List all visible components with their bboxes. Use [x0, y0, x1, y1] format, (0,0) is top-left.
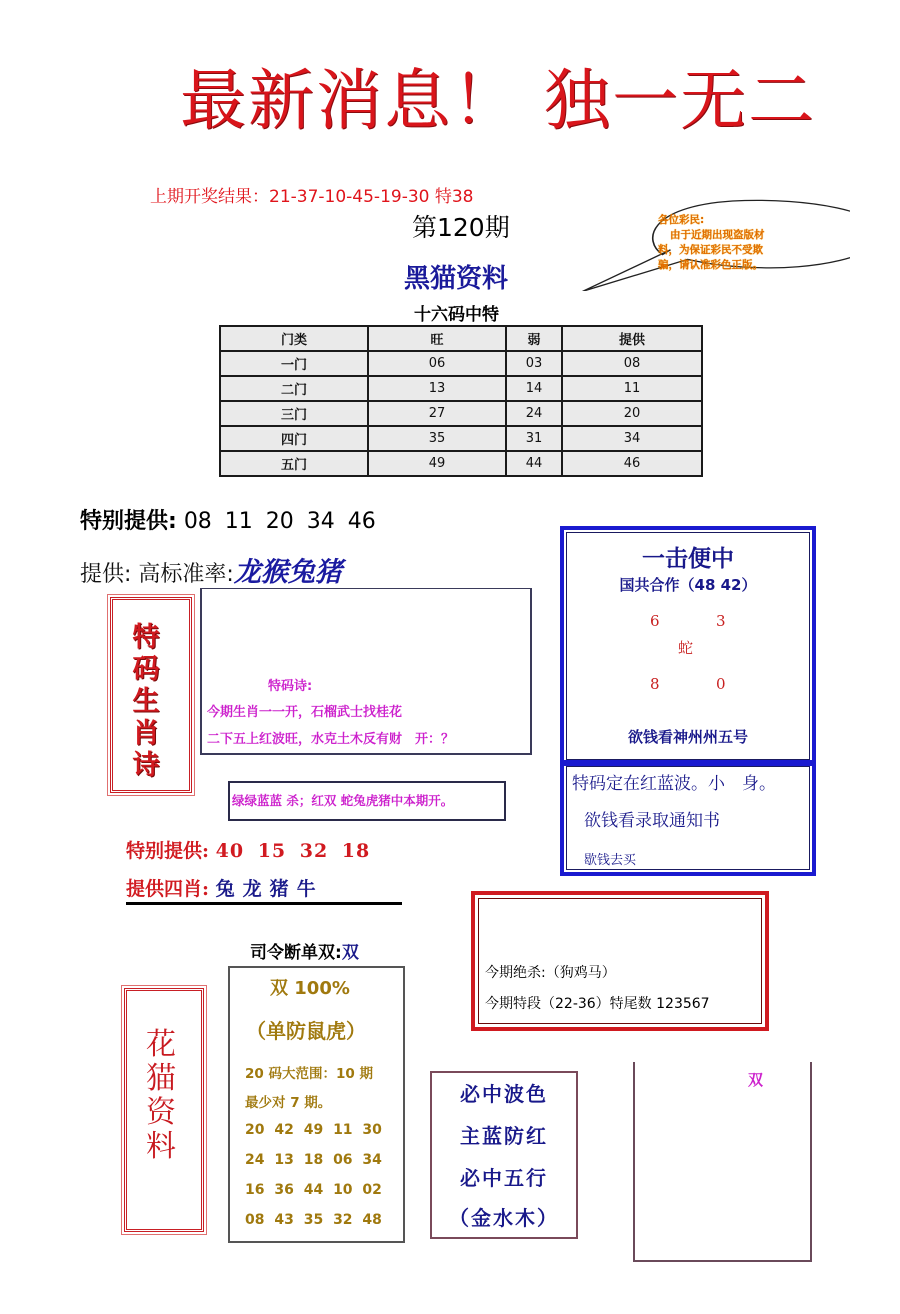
cell: 27 — [368, 401, 506, 426]
wave-color-line: 必中五行 — [460, 1166, 548, 1190]
special-offer — [80, 504, 376, 535]
cell: 35 — [368, 426, 506, 451]
headline — [180, 62, 816, 139]
side-char: 资 — [146, 1095, 176, 1130]
one-hit-subtitle: 国共合作（48 42） — [619, 576, 757, 594]
cell: 20 — [562, 401, 702, 426]
cell: 31 — [506, 426, 562, 451]
flower-cat-line: 最少对 7 期。 — [245, 1095, 332, 1111]
header-cell: 门类 — [220, 326, 368, 351]
wave-color-line: 主蓝防红 — [460, 1124, 548, 1148]
header-cell: 旺 — [368, 326, 506, 351]
cell: 13 — [368, 376, 506, 401]
special-offer-2-label: 特别提供: — [126, 840, 210, 862]
flower-cat-line: 双 100% — [270, 978, 350, 999]
sixteen-code-subtitle: 十六码中特 — [414, 305, 499, 325]
headline-part2: 独一无二 — [544, 62, 816, 139]
cell: 四门 — [220, 426, 368, 451]
cell: 三门 — [220, 401, 368, 426]
cell: 46 — [562, 451, 702, 476]
special-offer-2 — [126, 836, 370, 863]
one-hit-footer: 欲钱看神州州五号 — [627, 728, 748, 746]
header-cell: 提供 — [562, 326, 702, 351]
cell: 11 — [562, 376, 702, 401]
last-draw-result: 上期开奖结果：21-37-10-45-19-30 特38 — [150, 187, 474, 207]
table-row — [220, 376, 702, 401]
double-box — [633, 1062, 812, 1262]
cell: 06 — [368, 351, 506, 376]
hit-number: 3 — [716, 612, 726, 630]
notice-line: 料，为保证彩民不受欺 — [658, 244, 763, 256]
issue-number: 第120期 — [412, 213, 510, 242]
cell: 49 — [368, 451, 506, 476]
cell: 44 — [506, 451, 562, 476]
hit-number: 0 — [716, 675, 726, 693]
wave-color-line: （金水木） — [449, 1206, 559, 1230]
headline-part1: 最新消息！ — [180, 62, 520, 139]
black-cat-title: 黑猫资料 — [404, 264, 509, 294]
cell: 24 — [506, 401, 562, 426]
flower-cat-line: 20 码大范围：10 期 — [245, 1066, 373, 1082]
table-row — [220, 426, 702, 451]
side-char: 猫 — [146, 1061, 176, 1096]
flower-cat-line: （单防鼠虎） — [246, 1019, 366, 1043]
door-table — [219, 325, 703, 477]
poem-line: 今期生肖一一开，石榴武士找桂花 — [207, 705, 403, 720]
flower-cat-side-title — [143, 1028, 179, 1164]
four-zodiac-values: 兔龙猪牛 — [215, 878, 324, 900]
cell: 03 — [506, 351, 562, 376]
four-zodiac-label: 提供四肖: — [126, 878, 210, 900]
special-offer-numbers: 08 11 20 34 46 — [183, 509, 376, 534]
side-char: 花 — [146, 1027, 176, 1062]
table-header-row — [220, 326, 702, 351]
wave-color-line: 必中波色 — [460, 1082, 548, 1106]
hit-number: 8 — [650, 675, 660, 693]
four-zodiac — [126, 874, 324, 901]
double-value: 双 — [748, 1071, 764, 1089]
poem-title: 特码诗: — [268, 679, 313, 694]
wave-note-line: 歇钱去买 — [584, 853, 637, 868]
cell: 34 — [562, 426, 702, 451]
wave-note-line: 特码定在红蓝波。小 身。 — [572, 774, 776, 794]
wave-note-line: 欲钱看录取通知书 — [584, 811, 720, 831]
divider — [126, 902, 402, 905]
absolute-kill-line: 今期特段（22-36）特尾数 123567 — [485, 996, 710, 1012]
odd-even-label: 司令断单双: — [250, 943, 342, 963]
hit-number: 6 — [650, 612, 660, 630]
odd-even-verdict — [250, 938, 359, 963]
poem-side-title — [128, 622, 164, 782]
notice-line: 各位彩民: — [658, 214, 705, 226]
poem-line: 二下五上红波旺，水克土木反有财 开：？ — [207, 732, 455, 747]
side-char: 料 — [146, 1129, 176, 1164]
side-char: 肖 — [132, 718, 160, 749]
absolute-kill-line: 今期绝杀:（狗鸡马） — [485, 965, 616, 981]
header-cell: 弱 — [506, 326, 562, 351]
table-row — [220, 451, 702, 476]
number-row: 16 36 44 10 02 — [245, 1182, 382, 1198]
side-char: 特 — [132, 622, 160, 653]
cell: 一门 — [220, 351, 368, 376]
cell: 五门 — [220, 451, 368, 476]
kill-note: 绿绿蓝蓝 杀；红双 蛇兔虎猪中本期开。 — [232, 793, 454, 808]
cell: 二门 — [220, 376, 368, 401]
hit-zodiac: 蛇 — [678, 639, 694, 657]
high-accuracy-zodiacs: 龙猴兔猪 — [233, 557, 342, 588]
high-accuracy-label: 提供: 高标准率: — [80, 562, 234, 587]
side-char: 码 — [132, 654, 160, 685]
number-row: 24 13 18 06 34 — [245, 1152, 382, 1168]
table-row — [220, 401, 702, 426]
number-row: 08 43 35 32 48 — [245, 1212, 382, 1228]
number-row: 20 42 49 11 30 — [245, 1122, 382, 1138]
notice-line: 骗，请认准彩色正版。 — [658, 259, 763, 271]
high-accuracy — [80, 550, 342, 589]
side-char: 生 — [132, 686, 160, 717]
special-offer-label: 特别提供: — [80, 509, 177, 534]
special-offer-2-numbers: 40 15 32 18 — [215, 840, 371, 862]
side-char: 诗 — [132, 750, 160, 781]
cell: 14 — [506, 376, 562, 401]
table-row — [220, 351, 702, 376]
one-hit-title: 一击便中 — [642, 545, 734, 572]
cell: 08 — [562, 351, 702, 376]
odd-even-value: 双 — [341, 943, 359, 963]
notice-text — [658, 213, 818, 273]
notice-line: 由于近期出现盗版材 — [670, 229, 765, 241]
